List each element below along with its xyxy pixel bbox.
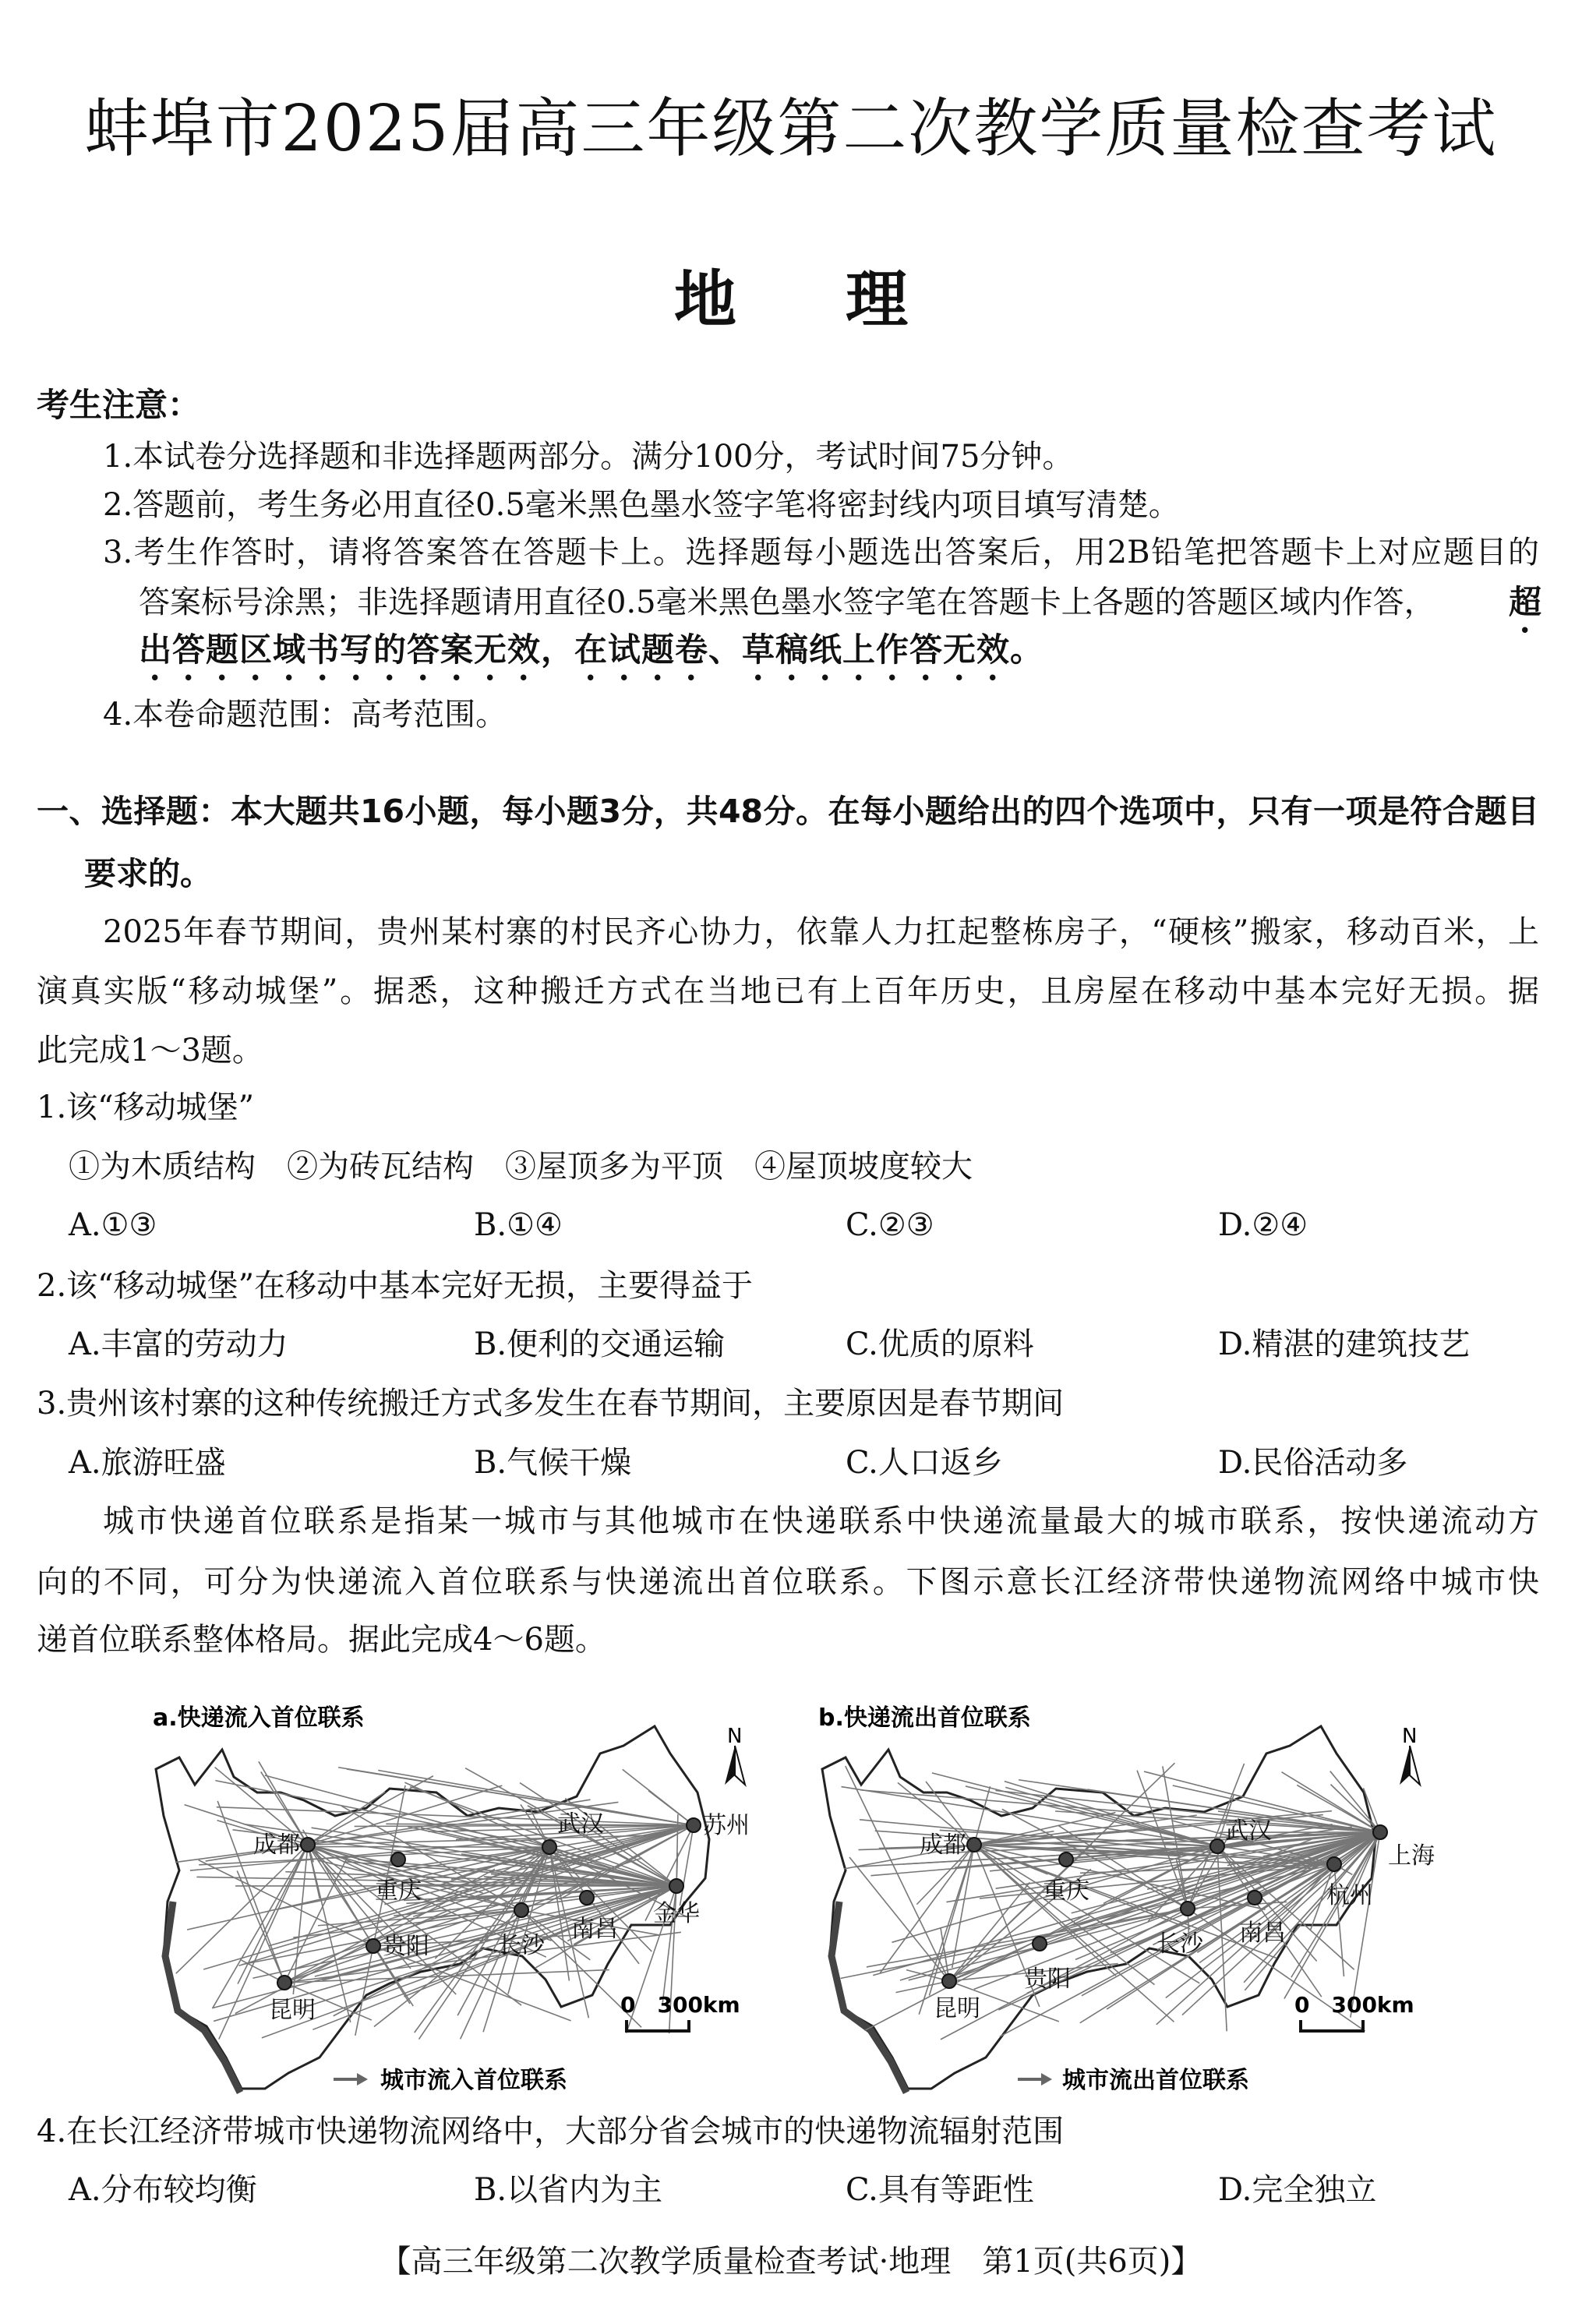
section-heading: 一、选择题：本大题共16小题，每小题3分，共48分。在每小题给出的四个选项中，只有一项是符合题目 <box>37 793 1539 830</box>
city-dot-chengdu <box>967 1838 981 1852</box>
q3-option-d[interactable]: D.民俗活动多 <box>1218 1445 1408 1481</box>
q3-stem: 3.贵州该村寨的这种传统搬迁方式多发生在春节期间，主要原因是春节期间 <box>37 1386 1065 1422</box>
subject-title <box>0 249 1582 339</box>
city-dot-changsha <box>1181 1902 1195 1916</box>
q1-option-b[interactable]: B.①④ <box>474 1207 563 1243</box>
q1-statements: ①为木质结构 ②为砖瓦结构 ③屋顶多为平顶 ④屋顶坡度较大 <box>69 1149 973 1185</box>
notice-item-4: 4.本卷命题范围：高考范围。 <box>103 697 507 733</box>
subject-char: 理 <box>846 263 908 336</box>
city-label-shanghai: 上海 <box>1388 1842 1435 1870</box>
city-label-nanchang: 南昌 <box>1239 1920 1286 1947</box>
notice-item-3-line-1: 3.考生作答时，请将答案答在答题卡上。选择题每小题选出答案后，用2B铅笔把答题卡上对应题目的 <box>103 535 1539 570</box>
section-heading-cont: 要求的。 <box>84 855 212 892</box>
city-dot-wuhan <box>542 1840 556 1854</box>
map-b-legend: 城市流出首位联系 <box>1062 2067 1249 2094</box>
map-b-outflow <box>822 1726 1435 2093</box>
city-label-nanchang: 南昌 <box>571 1916 618 1943</box>
city-label-jinhua: 金华 <box>653 1900 700 1927</box>
legend-arrow-icon <box>1018 2073 1052 2086</box>
page-footer: 【高三年级第二次教学质量检查考试·地理 第1页(共6页)】 <box>380 2244 1202 2280</box>
q1-option-c[interactable]: C.②③ <box>846 1207 934 1243</box>
q2-stem: 2.该“移动城堡”在移动中基本完好无损，主要得益于 <box>37 1268 754 1304</box>
q3-option-a[interactable]: A.旅游旺盛 <box>69 1445 226 1481</box>
passage-2-line: 向的不同，可分为快递流入首位联系与快递流出首位联系。下图示意长江经济带快递物流网络中城市快 <box>37 1564 1539 1600</box>
q3-option-c[interactable]: C.人口返乡 <box>846 1445 1003 1481</box>
subject-char: 地 <box>674 263 736 336</box>
city-label-guiyang: 贵阳 <box>383 1933 429 1960</box>
north-label: N <box>727 1725 743 1748</box>
map-a-title: a.快递流入首位联系 <box>153 1704 365 1732</box>
city-dot-chongqing <box>391 1852 405 1867</box>
notice-item-2: 2.答题前，考生务必用直径0.5毫米黑色墨水签字笔将密封线内项目填写清楚。 <box>103 487 1180 523</box>
city-dot-nanchang <box>1248 1891 1262 1905</box>
notice-heading: 考生注意： <box>37 386 201 424</box>
q1-option-a[interactable]: A.①③ <box>69 1207 157 1243</box>
city-dot-guiyang <box>1033 1937 1047 1951</box>
city-label-chongqing: 重庆 <box>375 1877 422 1905</box>
city-label-guiyang: 贵阳 <box>1024 1966 1071 1993</box>
q1-option-d[interactable]: D.②④ <box>1218 1207 1308 1243</box>
q2-option-b[interactable]: B.便利的交通运输 <box>474 1326 726 1362</box>
city-dot-wuhan <box>1210 1839 1224 1853</box>
city-dot-kunming <box>942 1974 956 1988</box>
city-label-chengdu: 成都 <box>920 1831 966 1859</box>
city-label-hangzhou: 杭州 <box>1326 1882 1373 1909</box>
city-dot-chongqing <box>1059 1852 1073 1867</box>
passage-1-line: 2025年春节期间，贵州某村寨的村民齐心协力，依靠人力扛起整栋房子，“硬核”搬家，移动百米，上 <box>103 914 1539 950</box>
notice-text: 答案标号涂黑；非选择题请用直径0.5毫米黑色墨水签字笔在答题卡上各题的答题区域内作答， <box>139 585 1435 620</box>
q2-option-a[interactable]: A.丰富的劳动力 <box>69 1326 288 1362</box>
legend-arrow-icon <box>334 2073 368 2086</box>
q4-option-b[interactable]: B.以省内为主 <box>474 2172 663 2208</box>
q4-stem: 4.在长江经济带城市快递物流网络中，大部分省会城市的快递物流辐射范围 <box>37 2114 1065 2149</box>
q1-stem: 1.该“移动城堡” <box>37 1090 255 1125</box>
map-a-legend: 城市流入首位联系 <box>380 2067 567 2094</box>
notice-item-1: 1.本试卷分选择题和非选择题两部分。满分100分，考试时间75分钟。 <box>103 439 1074 475</box>
city-label-kunming: 昆明 <box>934 1995 980 2022</box>
city-dot-changsha <box>514 1903 528 1917</box>
north-arrow-icon <box>1400 1725 1420 1785</box>
map-b-title: b.快递流出首位联系 <box>818 1704 1031 1732</box>
scale-bar <box>1301 2020 1363 2031</box>
city-label-chengdu: 成都 <box>253 1831 300 1859</box>
city-label-chongqing: 重庆 <box>1043 1877 1089 1905</box>
city-dot-jinhua <box>669 1879 683 1893</box>
q4-option-c[interactable]: C.具有等距性 <box>846 2172 1034 2208</box>
q2-option-c[interactable]: C.优质的原料 <box>846 1326 1034 1362</box>
emphasis-text: 超 <box>1508 583 1541 621</box>
city-dot-kunming <box>277 1976 291 1990</box>
passage-1-line: 演真实版“移动城堡”。据悉，这种搬迁方式在当地已有上百年历史，且房屋在移动中基本完好无损。据 <box>37 973 1539 1009</box>
passage-2-line: 递首位联系整体格局。据此完成4～6题。 <box>37 1622 606 1658</box>
passage-2-line: 城市快递首位联系是指某一城市与其他城市在快递联系中快递流量最大的城市联系，按快递流动方 <box>103 1503 1539 1539</box>
map-b-region-outline <box>822 1726 1375 2089</box>
city-dot-chengdu <box>301 1838 315 1852</box>
exam-title: 蚌埠市2025届高三年级第二次教学质量检查考试 <box>84 92 1498 166</box>
city-label-kunming: 昆明 <box>269 1997 316 2024</box>
q3-option-b[interactable]: B.气候干燥 <box>474 1445 632 1481</box>
city-dot-guiyang <box>366 1939 380 1953</box>
city-label-wuhan: 武汉 <box>557 1810 604 1838</box>
city-dot-hangzhou <box>1327 1857 1341 1871</box>
q4-option-d[interactable]: D.完全独立 <box>1218 2172 1377 2208</box>
notice-emphasis-line: 出答题区域书写的答案无效，在试题卷、草稿纸上作答无效。 <box>139 630 1044 669</box>
city-label-changsha: 长沙 <box>498 1932 545 1959</box>
city-dot-nanchang <box>580 1891 594 1905</box>
express-network-maps <box>0 1683 1582 2104</box>
q4-option-a[interactable]: A.分布较均衡 <box>69 2172 257 2208</box>
city-label-wuhan: 武汉 <box>1225 1817 1272 1845</box>
north-arrow-icon <box>725 1725 745 1785</box>
map-a-scale-label: 0 300km <box>620 1992 740 2018</box>
map-a-inflow <box>156 1726 750 2093</box>
map-b-scale-label: 0 300km <box>1294 1992 1414 2018</box>
city-dot-shanghai <box>1373 1825 1387 1839</box>
north-label: N <box>1402 1725 1418 1748</box>
map-a-region-outline <box>156 1726 709 2089</box>
q2-option-d[interactable]: D.精湛的建筑技艺 <box>1218 1326 1471 1362</box>
city-dot-suzhou <box>687 1818 701 1832</box>
city-label-suzhou: 苏州 <box>703 1812 750 1839</box>
city-label-changsha: 长沙 <box>1156 1930 1203 1958</box>
passage-1-line: 此完成1～3题。 <box>37 1033 263 1068</box>
